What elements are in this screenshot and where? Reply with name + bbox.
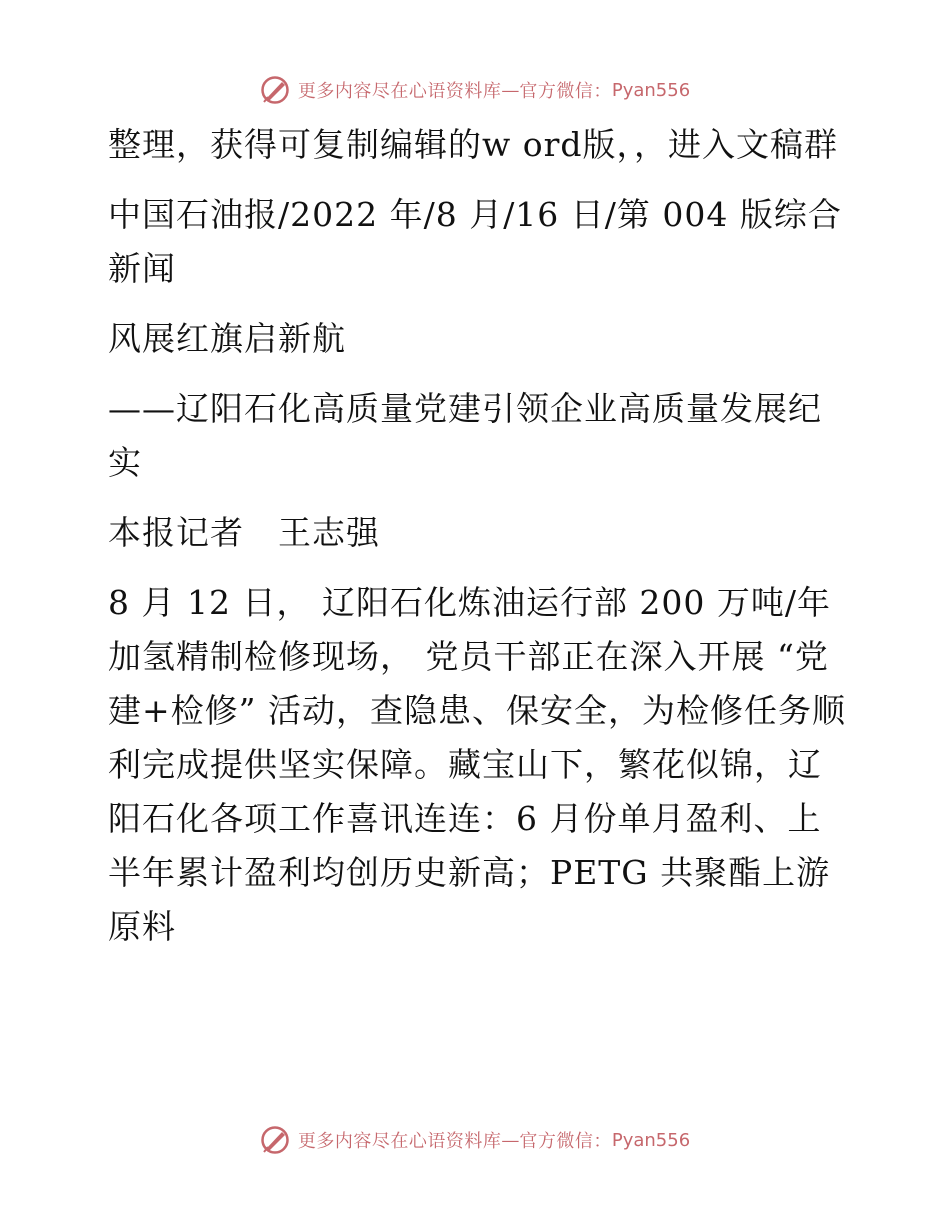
article-title: 风展红旗启新航 [108, 319, 346, 358]
body-paragraph: 8 月 12 日， 辽阳石化炼油运行部 200 万吨/年加氢精制检修现场， 党员干部正在深入开展 “党建+检修” 活动，查隐患、保安全，为检修任务顺利完成提供坚实保障。藏宝山下，繁花似锦，辽阳石化各项工作喜讯连连：6 月份单月盈利、上半年累计盈利均创历史新高；PETG 共聚酯上游原料 [108, 583, 847, 946]
watermark-site-text: 更多内容尽在心语资料库 [297, 81, 502, 102]
watermark-separator: — [501, 79, 520, 101]
document-body [98, 118, 850, 970]
watermark-wechat-label: 官方微信： [519, 81, 612, 102]
header-watermark [0, 70, 950, 110]
watermark-wechat-id: Pyan556 [611, 79, 691, 101]
watermark-site-text: 更多内容尽在心语资料库 [297, 1131, 502, 1152]
watermark-separator: — [501, 1129, 520, 1151]
quill-logo-icon [260, 75, 290, 105]
note-paragraph: 整理，获得可复制编辑的w ord版，，进入文稿群 [108, 125, 839, 164]
source-line: 中国石油报/2022 年/8 月/16 日/第 004 版综合新闻 [108, 195, 842, 288]
article-subtitle: ——辽阳石化高质量党建引领企业高质量发展纪实 [108, 389, 822, 482]
watermark-wechat-label: 官方微信： [519, 1131, 612, 1152]
footer-watermark [0, 1120, 950, 1160]
quill-logo-icon [260, 1125, 290, 1155]
watermark-wechat-id: Pyan556 [611, 1129, 691, 1151]
byline: 本报记者 王志强 [108, 513, 380, 552]
